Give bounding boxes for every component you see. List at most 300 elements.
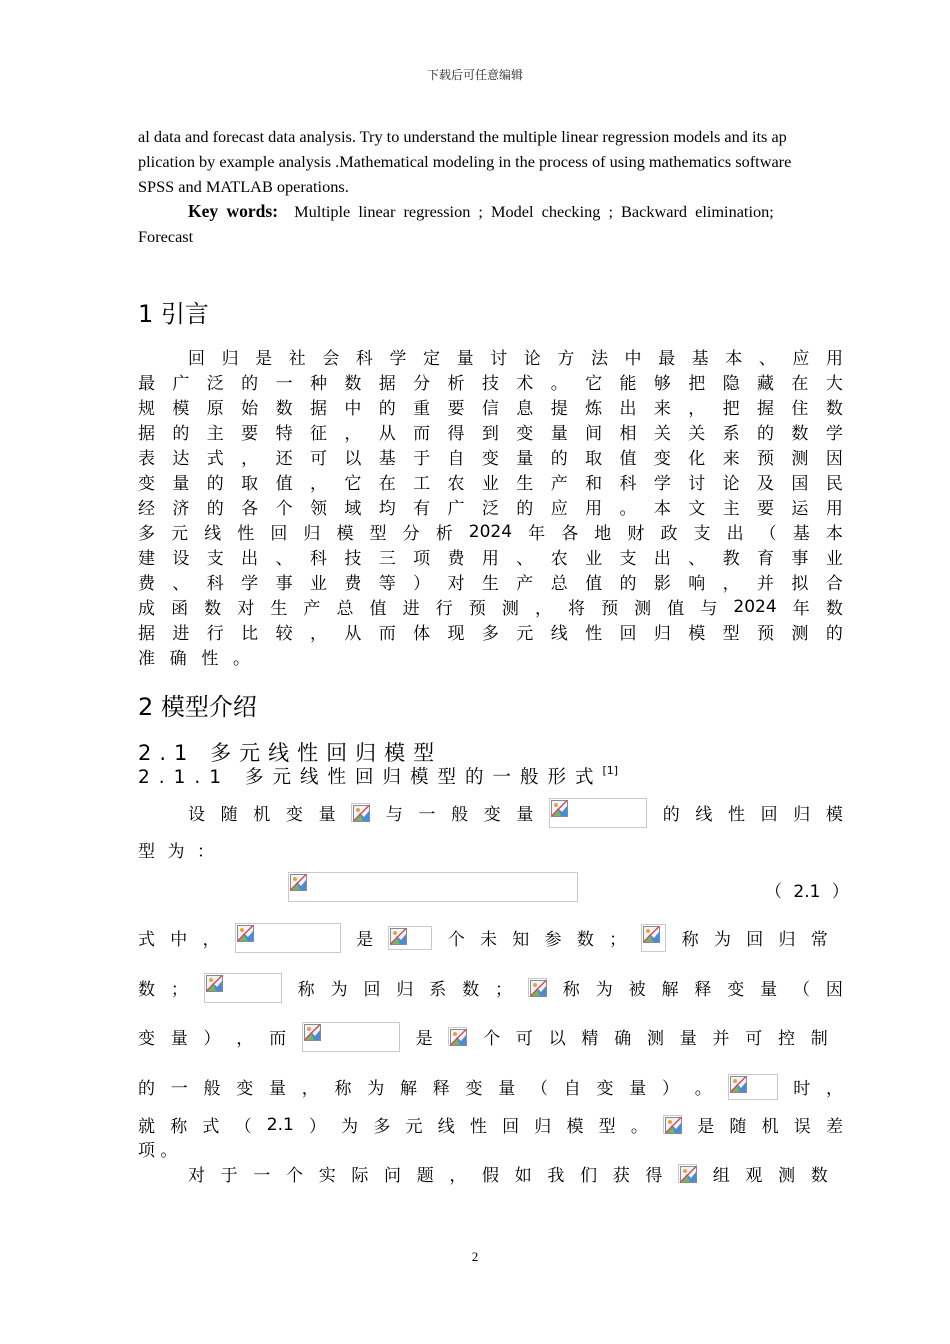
text-char: 科 xyxy=(206,574,224,594)
text-char: 量 xyxy=(498,1079,516,1099)
text-char: 制 xyxy=(810,1029,828,1049)
text-char: 测 xyxy=(646,1029,664,1049)
text-char: 域 xyxy=(344,499,362,519)
text-char: 变 xyxy=(727,980,745,1000)
text-char: 。 xyxy=(619,499,637,519)
text-char: 假 xyxy=(482,1166,500,1186)
text-char: 基 xyxy=(378,449,396,469)
broken-image-icon xyxy=(290,874,307,891)
text-char: 育 xyxy=(757,549,775,569)
section-1-line xyxy=(138,419,843,444)
text-char: 机 xyxy=(761,1117,779,1137)
paragraph-line xyxy=(138,837,214,862)
text-char: 回 xyxy=(270,524,288,544)
keywords-line xyxy=(188,201,774,222)
subsection-2-1-1-heading xyxy=(138,763,618,789)
broken-image-icon xyxy=(643,926,660,943)
text-char: 出 xyxy=(726,524,744,544)
text-char: 量 xyxy=(456,349,474,369)
text-char: 为 xyxy=(595,980,613,1000)
text-char: 释 xyxy=(432,1079,450,1099)
text-char: 讨 xyxy=(688,474,706,494)
text-char: 现 xyxy=(447,624,465,644)
text-char: 分 xyxy=(413,374,431,394)
text-char: 总 xyxy=(550,574,568,594)
section-2-heading: 2 模型介绍 xyxy=(138,693,257,721)
text-char: 预 xyxy=(468,599,486,619)
text-char: 对 xyxy=(237,599,255,619)
text-char: 始 xyxy=(241,399,259,419)
text-char: 称 xyxy=(681,930,699,950)
text-char: 产 xyxy=(550,474,568,494)
text-char: 的 xyxy=(172,424,190,444)
text-char: ： xyxy=(197,842,214,862)
text-char: 行 xyxy=(435,599,453,619)
text-char: 、 xyxy=(275,549,293,569)
text-char: 、 xyxy=(758,349,776,369)
text-char: 线 xyxy=(550,624,568,644)
text-char: 而 xyxy=(378,624,396,644)
text-char: 归 xyxy=(793,805,811,825)
text-char: 并 xyxy=(757,574,775,594)
text-char: 为 xyxy=(367,1079,385,1099)
text-char: 应 xyxy=(792,349,810,369)
text-char: 原 xyxy=(206,399,224,419)
text-char: 性 xyxy=(727,805,745,825)
text-char: 会 xyxy=(322,349,340,369)
text-char: 本 xyxy=(653,499,671,519)
formula-p xyxy=(448,1027,467,1046)
text-char: 主 xyxy=(722,499,740,519)
text-char: 组 xyxy=(712,1166,730,1186)
text-char: 值 xyxy=(369,599,387,619)
text-char: 建 xyxy=(138,549,155,569)
text-char: 学 xyxy=(389,349,407,369)
text-char: 系 xyxy=(429,980,447,1000)
text-char: 称 xyxy=(334,1079,352,1099)
paragraph-line xyxy=(138,1112,843,1137)
text-char: 济 xyxy=(172,499,190,519)
text-char: 回 xyxy=(760,805,778,825)
text-char: 2024 xyxy=(468,521,513,542)
text-char: 的 xyxy=(550,449,568,469)
text-char: 归 xyxy=(396,980,414,1000)
text-char: 型 xyxy=(138,842,155,862)
text-char: 科 xyxy=(355,349,373,369)
text-char: 事 xyxy=(275,574,293,594)
text-char: 数 xyxy=(204,599,222,619)
formula-y2 xyxy=(528,978,547,997)
text-char: 线 xyxy=(695,805,713,825)
text-char: ； xyxy=(495,980,513,1000)
text-char: 和 xyxy=(585,474,603,494)
text-char: 成 xyxy=(138,599,155,619)
text-char: 有 xyxy=(413,499,431,519)
text-char: 学 xyxy=(653,474,671,494)
text-char: 回 xyxy=(363,980,381,1000)
text-char: 法 xyxy=(590,349,608,369)
text-char: 系 xyxy=(722,424,740,444)
text-char: 体 xyxy=(413,624,431,644)
keywords-tail: Forecast xyxy=(138,227,194,246)
text-char: 而 xyxy=(269,1029,287,1049)
text-char: 的 xyxy=(378,399,396,419)
text-char: 支 xyxy=(206,549,224,569)
text-char: 据 xyxy=(309,399,327,419)
text-char: 各 xyxy=(241,499,259,519)
text-char: 年 xyxy=(792,599,810,619)
text-char: ； xyxy=(170,980,188,1000)
text-char: 性 xyxy=(237,524,255,544)
text-char: 相 xyxy=(619,424,637,444)
text-char: 支 xyxy=(693,524,711,544)
text-char: 产 xyxy=(516,574,534,594)
text-char: 性 xyxy=(585,624,603,644)
text-char: 社 xyxy=(288,349,306,369)
text-char: 可 xyxy=(309,449,327,469)
text-char: 称 xyxy=(562,980,580,1000)
text-char: 数 xyxy=(791,424,809,444)
text-char: 到 xyxy=(481,424,499,444)
text-char: 变 xyxy=(138,1029,155,1049)
text-char: （ xyxy=(234,1117,252,1137)
text-char: 值 xyxy=(275,474,293,494)
text-char: 从 xyxy=(378,424,396,444)
text-char: 模 xyxy=(566,1117,584,1137)
text-char: 把 xyxy=(722,399,740,419)
text-char: 够 xyxy=(653,374,671,394)
text-char: 个 xyxy=(483,1029,501,1049)
text-char: 的 xyxy=(516,499,534,519)
text-char: 解 xyxy=(661,980,679,1000)
text-char: 个 xyxy=(447,930,465,950)
text-char: 论 xyxy=(722,474,740,494)
text-char: 值 xyxy=(585,574,603,594)
text-char: 学 xyxy=(825,424,843,444)
text-char: 量 xyxy=(516,805,534,825)
text-char: 得 xyxy=(645,1166,663,1186)
text-char: 生 xyxy=(481,574,499,594)
section-1-line xyxy=(138,394,843,419)
text-char: 型 xyxy=(722,624,740,644)
text-char: 量 xyxy=(172,474,190,494)
text-char: 量 xyxy=(269,1079,286,1099)
text-char: 技 xyxy=(481,374,499,394)
text-char: 模 xyxy=(336,524,354,544)
page-header: 下载后可任意编辑 xyxy=(426,68,523,82)
text-char: 重 xyxy=(413,399,431,419)
section-1-line xyxy=(138,644,250,669)
text-char: 差 xyxy=(825,1117,843,1137)
text-char: 测 xyxy=(791,449,809,469)
text-char: （ xyxy=(793,980,811,1000)
text-char: 工 xyxy=(413,474,431,494)
text-char: 业 xyxy=(309,574,327,594)
text-char: 费 xyxy=(138,574,155,594)
text-char: 科 xyxy=(309,549,327,569)
paragraph-line xyxy=(138,1136,198,1161)
section-1-line xyxy=(138,619,843,644)
formula-p2 xyxy=(728,1074,778,1100)
text-char: 从 xyxy=(344,624,362,644)
formula-params xyxy=(235,923,341,953)
section-1-line xyxy=(138,569,843,594)
text-char: 模 xyxy=(688,624,706,644)
text-char: 数 xyxy=(576,930,594,950)
broken-image-icon xyxy=(530,980,547,997)
text-char: 变 xyxy=(653,449,671,469)
text-char: 观 xyxy=(745,1166,763,1186)
text-char: 等 xyxy=(378,574,396,594)
text-char: 析 xyxy=(447,374,465,394)
text-char: 。 xyxy=(232,649,250,669)
text-char: 变 xyxy=(285,805,303,825)
text-char: 元 xyxy=(405,1117,423,1137)
text-char: （ xyxy=(759,524,777,544)
text-char: 量 xyxy=(550,424,568,444)
text-char: ， xyxy=(309,624,327,644)
paragraph-line xyxy=(138,1074,843,1099)
text-char: 论 xyxy=(523,349,541,369)
text-char: 际 xyxy=(351,1166,369,1186)
text-char: ， xyxy=(309,474,327,494)
text-char: 随 xyxy=(220,805,238,825)
text-char: 来 xyxy=(653,399,671,419)
text-char: 用 xyxy=(825,349,843,369)
text-char: 科 xyxy=(619,474,637,494)
text-char: 数 xyxy=(825,399,843,419)
text-char: 。 xyxy=(694,1079,712,1099)
text-char: 经 xyxy=(138,499,155,519)
text-char: 教 xyxy=(722,549,740,569)
text-char: 变 xyxy=(516,424,534,444)
text-char: 问 xyxy=(384,1166,402,1186)
text-char: 财 xyxy=(627,524,645,544)
text-char: 可 xyxy=(515,1029,533,1049)
text-char: 获 xyxy=(612,1166,630,1186)
text-char: ， xyxy=(722,574,740,594)
text-char: 藏 xyxy=(757,374,775,394)
text-char: 线 xyxy=(437,1117,455,1137)
text-char: 为 xyxy=(167,842,185,862)
text-char: 模 xyxy=(825,805,843,825)
text-char: 变 xyxy=(138,474,155,494)
text-char: 式 xyxy=(202,1117,220,1137)
text-char: 提 xyxy=(550,399,568,419)
text-char: 本 xyxy=(725,349,743,369)
text-char: 预 xyxy=(601,599,619,619)
text-char: 误 xyxy=(793,1117,811,1137)
text-char: 多 xyxy=(373,1117,391,1137)
text-char: 业 xyxy=(585,549,603,569)
text-char: 为 xyxy=(341,1117,359,1137)
text-char: 称 xyxy=(170,1117,188,1137)
text-char: 归 xyxy=(534,1117,552,1137)
text-char: 测 xyxy=(501,599,519,619)
text-char: 出 xyxy=(241,549,259,569)
text-char: 预 xyxy=(757,449,775,469)
text-char: 回 xyxy=(188,349,205,369)
text-char: 分 xyxy=(402,524,420,544)
text-char: 值 xyxy=(619,449,637,469)
text-char: 2024 xyxy=(733,596,777,617)
text-char: 一 xyxy=(253,1166,271,1186)
text-char: 用 xyxy=(585,499,603,519)
text-char: 征 xyxy=(309,424,327,444)
text-char: 地 xyxy=(594,524,612,544)
abstract-line-3: SPSS and MATLAB operations. xyxy=(138,177,349,196)
equation-2-1-image xyxy=(288,872,578,902)
text-char: 型 xyxy=(598,1117,616,1137)
text-char: 术 xyxy=(516,374,534,394)
text-char: 量 xyxy=(516,449,534,469)
text-char: 费 xyxy=(344,574,362,594)
text-char: 最 xyxy=(658,349,676,369)
text-char: 据 xyxy=(138,624,155,644)
section-1-line xyxy=(138,469,843,494)
formula-x-vars2 xyxy=(302,1022,400,1052)
text-char: 取 xyxy=(585,449,603,469)
text-char: 中 xyxy=(170,930,188,950)
text-char: 规 xyxy=(138,399,155,419)
text-char: 应 xyxy=(550,499,568,519)
text-char: 的 xyxy=(206,474,224,494)
text-char: 如 xyxy=(514,1166,532,1186)
text-char: 大 xyxy=(825,374,843,394)
text-char: 泛 xyxy=(481,499,499,519)
text-char: 数 xyxy=(344,374,362,394)
text-char: 把 xyxy=(688,374,706,394)
text-char: 们 xyxy=(580,1166,598,1186)
text-char: 较 xyxy=(275,624,293,644)
text-char: 要 xyxy=(241,424,259,444)
text-char: 以 xyxy=(344,449,362,469)
text-char: 、 xyxy=(516,549,534,569)
text-char: 实 xyxy=(318,1166,336,1186)
text-char: 型 xyxy=(369,524,387,544)
text-char: 泛 xyxy=(206,374,224,394)
text-char: 用 xyxy=(825,499,843,519)
text-char: 农 xyxy=(550,549,568,569)
text-char: ） xyxy=(308,1117,326,1137)
paragraph-line xyxy=(138,1024,828,1049)
text-char: ， xyxy=(301,1079,319,1099)
text-char: 支 xyxy=(619,549,637,569)
text-char: 值 xyxy=(667,599,685,619)
text-char: 析 xyxy=(435,524,453,544)
text-char: 出 xyxy=(619,399,637,419)
text-char: 基 xyxy=(691,349,709,369)
text-char: 。 xyxy=(550,374,568,394)
text-char: 的 xyxy=(206,499,224,519)
text-char: 将 xyxy=(568,599,586,619)
broken-image-icon xyxy=(206,975,223,992)
formula-y xyxy=(351,803,370,822)
text-char: 信 xyxy=(481,399,499,419)
formula-n xyxy=(678,1164,697,1183)
text-char: 模 xyxy=(172,399,190,419)
text-char: 它 xyxy=(585,374,603,394)
text-char: 方 xyxy=(557,349,575,369)
text-char: 定 xyxy=(423,349,441,369)
text-char: 中 xyxy=(624,349,642,369)
text-char: ， xyxy=(826,1079,843,1099)
text-char: 运 xyxy=(791,499,809,519)
text-char: 关 xyxy=(653,424,671,444)
text-char: 称 xyxy=(297,980,315,1000)
text-char: 是 xyxy=(255,349,273,369)
text-char: 量 xyxy=(629,1079,647,1099)
text-char: 费 xyxy=(447,549,465,569)
text-char: 的 xyxy=(138,1079,155,1099)
text-char: 讨 xyxy=(490,349,508,369)
text-char: 线 xyxy=(204,524,222,544)
text-char: 预 xyxy=(757,624,775,644)
text-char: 取 xyxy=(241,474,259,494)
text-char: 影 xyxy=(653,574,671,594)
section-1-line xyxy=(138,519,843,544)
text-char: 知 xyxy=(512,930,530,950)
formula-beta0 xyxy=(641,924,666,952)
subsection-2-1-1-title: 2.1.1 多元线性回归模型的一般形式 xyxy=(138,767,603,788)
text-char: 归 xyxy=(221,349,239,369)
section-1-line xyxy=(188,344,843,369)
text-char: 拟 xyxy=(791,574,809,594)
broken-image-icon xyxy=(353,805,370,822)
text-char: 释 xyxy=(694,980,712,1000)
text-char: 本 xyxy=(825,524,843,544)
text-char: 就 xyxy=(138,1117,155,1137)
text-char: 的 xyxy=(662,805,680,825)
section-1-heading: 1 引言 xyxy=(138,300,209,328)
text-char: 事 xyxy=(791,549,809,569)
text-char: 进 xyxy=(172,624,190,644)
text-char: 最 xyxy=(138,374,155,394)
text-char: 量 xyxy=(170,1029,188,1049)
text-char: 进 xyxy=(402,599,420,619)
text-char: 自 xyxy=(447,449,465,469)
text-char: 握 xyxy=(757,399,775,419)
text-char: 息 xyxy=(516,399,534,419)
text-char: 因 xyxy=(825,980,843,1000)
text-char: 产 xyxy=(303,599,321,619)
equation-number: （ 2.1 ） xyxy=(765,882,849,902)
text-char: ） xyxy=(662,1079,679,1099)
broken-image-icon xyxy=(237,925,254,942)
formula-epsilon xyxy=(663,1115,682,1134)
subsection-2-1-heading: 2.1 多元线性回归模型 xyxy=(138,741,443,765)
text-char: 得 xyxy=(447,424,465,444)
text-char: 农 xyxy=(447,474,465,494)
text-char: 时 xyxy=(793,1079,811,1099)
text-char: 表 xyxy=(138,449,155,469)
text-char: 能 xyxy=(619,374,637,394)
text-char: 以 xyxy=(548,1029,566,1049)
text-char: ； xyxy=(609,930,627,950)
text-char: 三 xyxy=(378,549,396,569)
text-char: 行 xyxy=(206,624,224,644)
text-char: 生 xyxy=(516,474,534,494)
text-char: 确 xyxy=(614,1029,632,1049)
text-char: 多 xyxy=(481,624,499,644)
text-char: 据 xyxy=(138,424,155,444)
section-1-line xyxy=(138,544,843,569)
text-char: 中 xyxy=(344,399,362,419)
text-char: 来 xyxy=(722,449,740,469)
text-char: 被 xyxy=(628,980,646,1000)
text-char: 业 xyxy=(825,549,843,569)
text-char: 精 xyxy=(581,1029,599,1049)
